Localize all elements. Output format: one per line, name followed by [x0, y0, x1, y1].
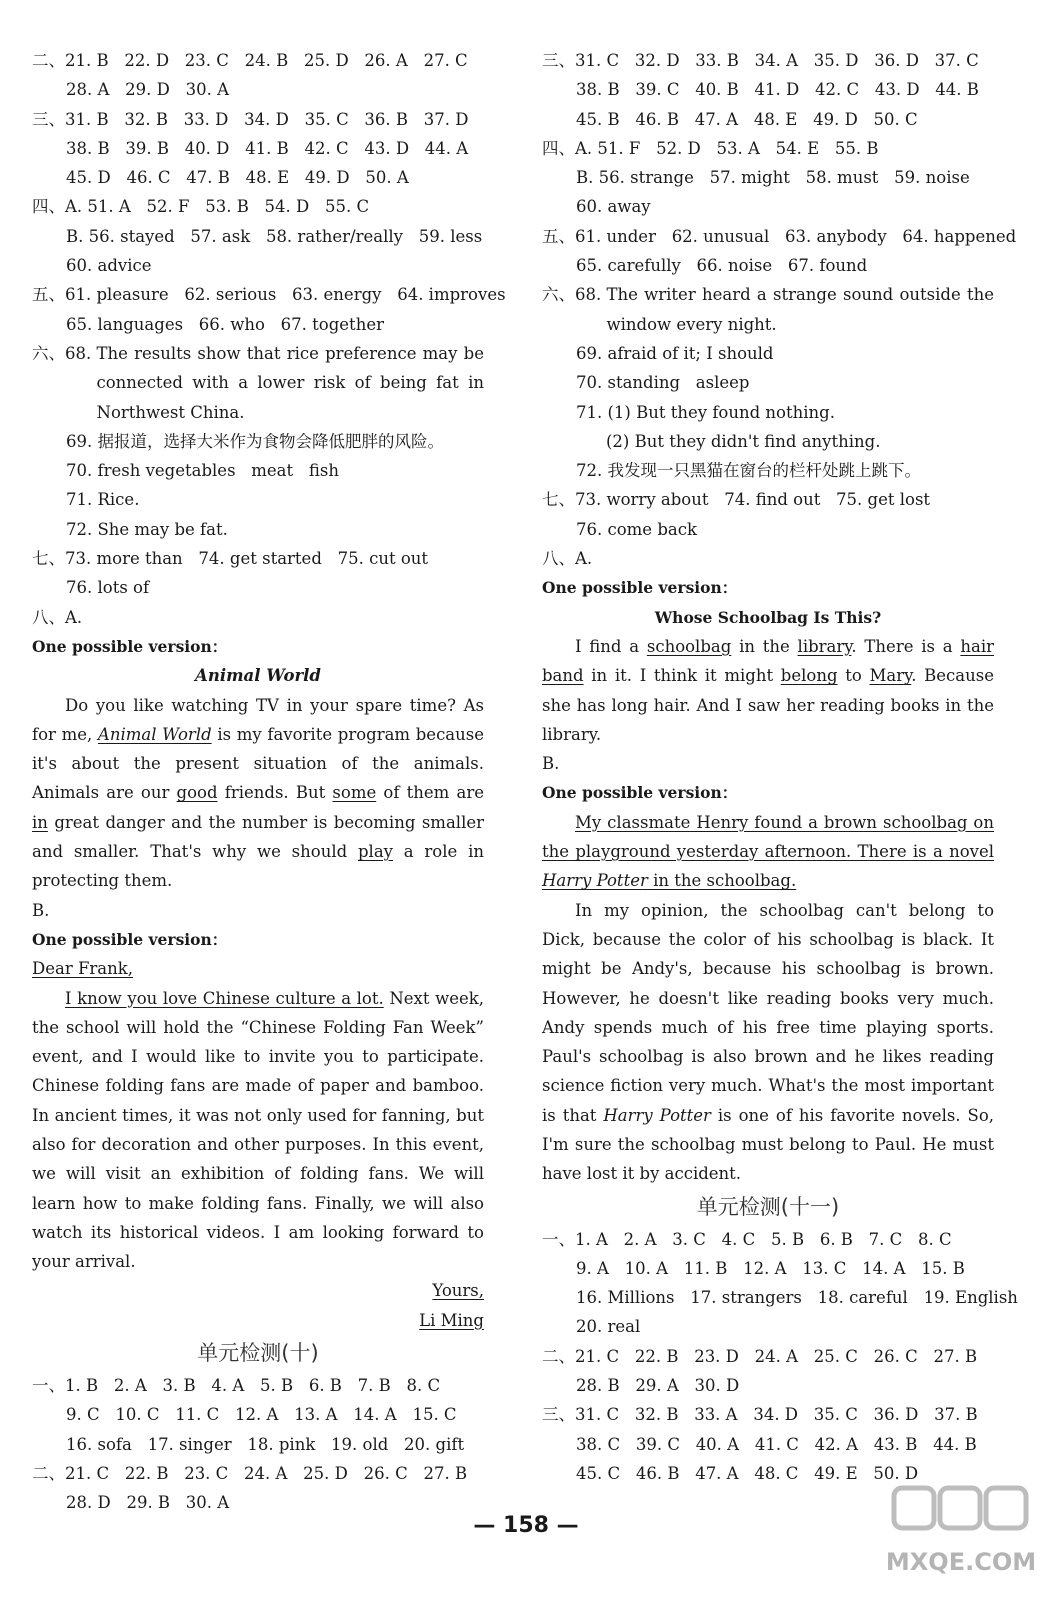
version-label: One possible version：	[32, 636, 228, 656]
essay-title: Animal World	[195, 666, 321, 686]
answer-line: 五、61. under 62. unusual 63. anybody 64. happened	[542, 226, 1017, 246]
answer-line: 60. advice	[66, 256, 152, 276]
answer-line: 二、21. C 22. B 23. D 24. A 25. C 26. C 27. B	[542, 1346, 978, 1366]
answer-item-68	[32, 339, 484, 427]
answer-label: 六、68.	[542, 285, 607, 305]
answer-line: (2) But they didn't find anything.	[606, 431, 881, 451]
answer-line: 16. sofa 17. singer 18. pink 19. old 20. gift	[66, 1434, 465, 1454]
essay-paragraph: I find a schoolbag in the library. There is a hair band in it. I think it might belong to Mary. Because she has long hair. And I saw her reading books in the library.	[542, 636, 994, 744]
answer-text: The writer heard a strange sound outside the window every night.	[606, 285, 994, 334]
answer-line: 七、73. worry about 74. find out 75. get lost	[542, 490, 931, 510]
answer-line: 八、A.	[32, 607, 83, 627]
watermark-logo	[886, 1478, 1036, 1588]
answer-line: 二、21. C 22. B 23. C 24. A 25. D 26. C 27. B	[32, 1463, 468, 1483]
section-label: B.	[542, 754, 560, 774]
letter-signature: Li Ming	[419, 1310, 484, 1330]
answer-line: 四、A. 51. F 52. D 53. A 54. E 55. B	[542, 138, 879, 158]
answer-label: 六、68.	[32, 343, 97, 363]
essay-paragraph: My classmate Henry found a brown schoolbag on the playground yesterday afternoon. There is a novel Harry Potter in the schoolbag.	[542, 812, 994, 891]
section-heading: 单元检测(十一)	[696, 1194, 840, 1219]
answer-line: 70. fresh vegetables meat fish	[66, 461, 339, 481]
answer-line: 28. B 29. A 30. D	[576, 1376, 740, 1396]
answer-line: 一、1. A 2. A 3. C 4. C 5. B 6. B 7. C 8. C	[542, 1229, 952, 1249]
version-label: One possible version：	[542, 783, 738, 803]
answer-line: 28. D 29. B 30. A	[66, 1493, 230, 1513]
answer-line: 69. afraid of it; I should	[576, 343, 774, 363]
answer-line: 72. She may be fat.	[66, 519, 228, 539]
watermark-text: MXQE.COM	[886, 1548, 1036, 1576]
letter-greeting: Dear Frank,	[32, 959, 134, 979]
answer-line: 9. A 10. A 11. B 12. A 13. C 14. A 15. B	[576, 1258, 965, 1278]
answer-line: 45. B 46. B 47. A 48. E 49. D 50. C	[576, 109, 918, 129]
answer-line: 45. C 46. B 47. A 48. C 49. E 50. D	[576, 1463, 919, 1483]
answer-line: B. 56. strange 57. might 58. must 59. noise	[576, 168, 970, 188]
answer-line: 38. C 39. C 40. A 41. C 42. A 43. B 44. B	[576, 1434, 977, 1454]
answer-text: The results show that rice preference may be connected with a lower risk of being fat in Northwest China.	[96, 343, 484, 422]
answer-line: 三、31. C 32. B 33. A 34. D 35. C 36. D 37. B	[542, 1405, 978, 1425]
version-label: One possible version：	[542, 578, 738, 598]
left-column	[32, 46, 506, 1518]
letter-body: I know you love Chinese culture a lot. Next week, the school will hold the “Chinese Folding Fan Week” event, and I would like to invite you to participate. Chinese folding fans are made of paper and bamboo. In ancient times, it was not only used for fanning, but also for decoration and other purposes. In this event, we will visit an exhibition of folding fans. We will learn how to make folding fans. Finally, we will also watch its historical videos. I am looking forward to your arrival.	[32, 988, 484, 1272]
answer-line: 45. D 46. C 47. B 48. E 49. D 50. A	[66, 168, 409, 188]
essay-title: Whose Schoolbag Is This?	[654, 607, 882, 627]
answer-line: 70. standing asleep	[576, 373, 750, 393]
answer-line: B. 56. stayed 57. ask 58. rather/really 59. less	[66, 226, 483, 246]
answer-line: 72. 我发现一只黑猫在窗台的栏杆处跳上跳下。	[576, 461, 921, 481]
answer-item-68	[542, 280, 994, 339]
answer-line: 71. Rice.	[66, 490, 140, 510]
answer-line: 20. real	[576, 1317, 641, 1337]
right-column	[542, 46, 1018, 1488]
answer-line: 38. B 39. C 40. B 41. D 42. C 43. D 44. B	[576, 80, 979, 100]
version-label: One possible version：	[32, 929, 228, 949]
page-number: — 158 —	[473, 1513, 579, 1538]
essay-paragraph: Do you like watching TV in your spare time? As for me, Animal World is my favorite program because it's about the present situation of the animals. Animals are our good friends. But some of them are in great danger and the number is becoming smaller and smaller. That's why we should play a role in protecting them.	[32, 695, 485, 891]
answer-line: 五、61. pleasure 62. serious 63. energy 64. improves	[32, 285, 506, 305]
answer-line: 三、31. B 32. B 33. D 34. D 35. C 36. B 37. D	[32, 109, 469, 129]
answer-line: 二、21. B 22. D 23. C 24. B 25. D 26. A 27. C	[32, 51, 468, 70]
section-heading: 单元检测(十)	[197, 1341, 319, 1366]
answer-line: 76. lots of	[66, 578, 150, 598]
answer-line: 38. B 39. B 40. D 41. B 42. C 43. D 44. A	[66, 138, 469, 158]
answer-line: 四、A. 51. A 52. F 53. B 54. D 55. C	[32, 197, 370, 217]
answer-line: 八、A.	[542, 549, 593, 569]
letter-closing: Yours,	[432, 1281, 484, 1301]
answer-line: 71. (1) But they found nothing.	[576, 402, 835, 422]
answer-line: 9. C 10. C 11. C 12. A 13. A 14. A 15. C	[66, 1405, 457, 1425]
answer-line: 28. A 29. D 30. A	[66, 80, 229, 100]
answer-line: 16. Millions 17. strangers 18. careful 19. English	[576, 1288, 1018, 1308]
answer-line: 七、73. more than 74. get started 75. cut out	[32, 549, 429, 569]
section-label: B.	[32, 900, 50, 920]
answer-line: 65. carefully 66. noise 67. found	[576, 256, 868, 276]
answer-line: 一、1. B 2. A 3. B 4. A 5. B 6. B 7. B 8. C	[32, 1376, 441, 1396]
answer-line: 69. 据报道，选择大米作为食物会降低肥胖的风险。	[66, 431, 444, 451]
essay-paragraph: In my opinion, the schoolbag can't belong to Dick, because the color of his schoolbag is black. It might be Andy's, because his schoolbag is brown. However, he doesn't like reading books very much. Andy spends much of his free time playing sports. Paul's schoolbag is also brown and he likes reading science fiction very much. What's the most important is that Harry Potter is one of his favorite novels. So, I'm sure the schoolbag must belong to Paul. He must have lost it by accident.	[542, 900, 994, 1184]
answer-line: 三、31. C 32. D 33. B 34. A 35. D 36. D 37. C	[542, 51, 979, 70]
answer-line: 76. come back	[576, 519, 697, 539]
answer-line: 60. away	[576, 197, 651, 217]
answer-line: 65. languages 66. who 67. together	[66, 314, 384, 334]
